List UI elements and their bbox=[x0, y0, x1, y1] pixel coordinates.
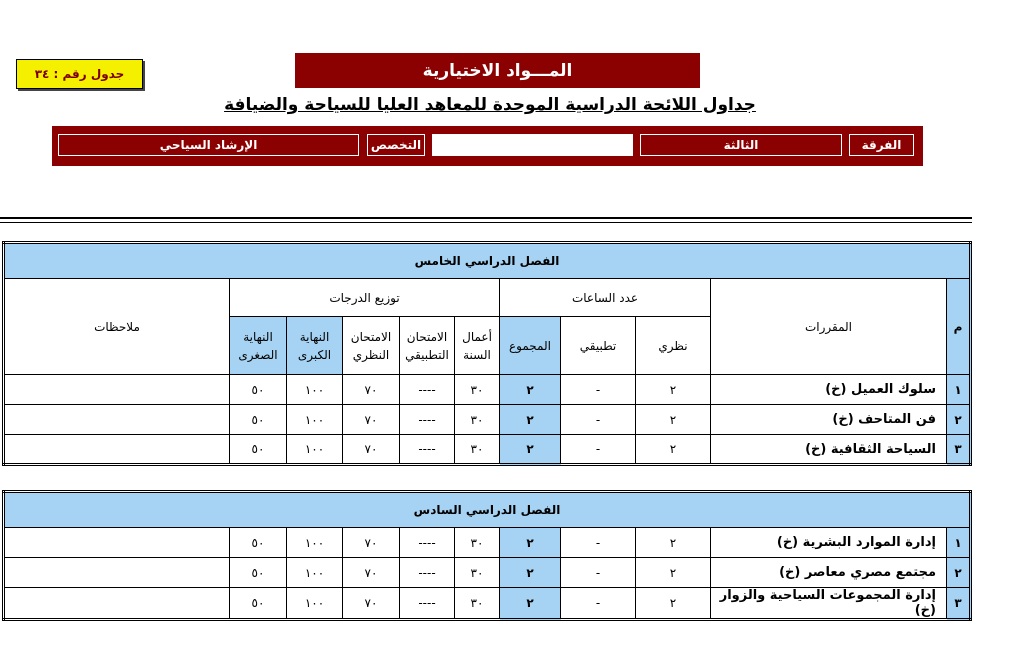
semester-6-table bbox=[2, 490, 972, 621]
col-index: م bbox=[947, 279, 971, 375]
page-title: المـــواد الاختيارية bbox=[295, 53, 700, 88]
written-exam-score: ٧٠ bbox=[343, 528, 400, 558]
theory-hours: ٢ bbox=[636, 558, 711, 588]
total-hours: ٢ bbox=[500, 588, 561, 620]
year-work-score: ٣٠ bbox=[455, 405, 500, 435]
practical-exam-score: ---- bbox=[400, 588, 455, 620]
specialization-label: التخصص bbox=[367, 134, 425, 156]
notes-cell bbox=[4, 528, 230, 558]
course-name: سلوك العميل (خ) bbox=[711, 375, 947, 405]
year-work-score: ٣٠ bbox=[455, 588, 500, 620]
notes-cell bbox=[4, 558, 230, 588]
total-hours: ٢ bbox=[500, 558, 561, 588]
semester-title: الفصل الدراسي الخامس bbox=[4, 243, 971, 279]
col-year-work: أعمال السنة bbox=[455, 317, 500, 375]
course-name: فن المتاحف (خ) bbox=[711, 405, 947, 435]
col-grades-group: توزيع الدرجات bbox=[230, 279, 500, 317]
max-score: ١٠٠ bbox=[287, 375, 343, 405]
blank-field bbox=[432, 134, 633, 156]
min-score: ٥٠ bbox=[230, 405, 287, 435]
notes-cell bbox=[4, 435, 230, 465]
practical-exam-score: ---- bbox=[400, 435, 455, 465]
col-written-exam: الامتحان النظري bbox=[343, 317, 400, 375]
min-score: ٥٠ bbox=[230, 588, 287, 620]
practical-exam-score: ---- bbox=[400, 375, 455, 405]
col-practical: تطبيقي bbox=[561, 317, 636, 375]
semester-5-table bbox=[2, 241, 972, 466]
practical-hours: - bbox=[561, 375, 636, 405]
row-index: ٢ bbox=[947, 405, 971, 435]
table-row bbox=[4, 528, 971, 558]
row-index: ٣ bbox=[947, 435, 971, 465]
notes-cell bbox=[4, 375, 230, 405]
theory-hours: ٢ bbox=[636, 375, 711, 405]
practical-hours: - bbox=[561, 558, 636, 588]
grade-value: الثالثة bbox=[640, 134, 842, 156]
total-hours: ٢ bbox=[500, 435, 561, 465]
written-exam-score: ٧٠ bbox=[343, 375, 400, 405]
col-courses: المقررات bbox=[711, 279, 947, 375]
practical-exam-score: ---- bbox=[400, 528, 455, 558]
year-work-score: ٣٠ bbox=[455, 375, 500, 405]
min-score: ٥٠ bbox=[230, 528, 287, 558]
row-index: ١ bbox=[947, 528, 971, 558]
written-exam-score: ٧٠ bbox=[343, 435, 400, 465]
grade-label: الفرقة bbox=[849, 134, 914, 156]
written-exam-score: ٧٠ bbox=[343, 558, 400, 588]
practical-hours: - bbox=[561, 405, 636, 435]
row-index: ٢ bbox=[947, 558, 971, 588]
row-index: ١ bbox=[947, 375, 971, 405]
semester-title: الفصل الدراسي السادس bbox=[4, 492, 971, 528]
practical-hours: - bbox=[561, 528, 636, 558]
table-row bbox=[4, 558, 971, 588]
table-number-badge: جدول رقم : ٣٤ bbox=[16, 59, 143, 89]
table-row bbox=[4, 588, 971, 620]
year-work-score: ٣٠ bbox=[455, 435, 500, 465]
course-name: إدارة المجموعات السياحية والزوار (خ) bbox=[711, 588, 947, 620]
notes-cell bbox=[4, 588, 230, 620]
table-row bbox=[4, 405, 971, 435]
course-name: مجتمع مصري معاصر (خ) bbox=[711, 558, 947, 588]
col-practical-exam: الامتحان التطبيقي bbox=[400, 317, 455, 375]
practical-hours: - bbox=[561, 435, 636, 465]
min-score: ٥٠ bbox=[230, 558, 287, 588]
practical-exam-score: ---- bbox=[400, 558, 455, 588]
course-name: السياحة الثقافية (خ) bbox=[711, 435, 947, 465]
col-min-score: النهاية الصغرى bbox=[230, 317, 287, 375]
divider bbox=[0, 222, 972, 223]
theory-hours: ٢ bbox=[636, 588, 711, 620]
document-subtitle: جداول اللائحة الدراسية الموحدة للمعاهد العليا للسياحة والضيافة bbox=[224, 95, 756, 115]
table-row bbox=[4, 435, 971, 465]
course-name: إدارة الموارد البشرية (خ) bbox=[711, 528, 947, 558]
info-strip bbox=[52, 126, 923, 166]
theory-hours: ٢ bbox=[636, 405, 711, 435]
notes-cell bbox=[4, 405, 230, 435]
year-work-score: ٣٠ bbox=[455, 558, 500, 588]
max-score: ١٠٠ bbox=[287, 588, 343, 620]
max-score: ١٠٠ bbox=[287, 405, 343, 435]
written-exam-score: ٧٠ bbox=[343, 405, 400, 435]
max-score: ١٠٠ bbox=[287, 435, 343, 465]
col-max-score: النهاية الكبرى bbox=[287, 317, 343, 375]
total-hours: ٢ bbox=[500, 375, 561, 405]
min-score: ٥٠ bbox=[230, 435, 287, 465]
year-work-score: ٣٠ bbox=[455, 528, 500, 558]
max-score: ١٠٠ bbox=[287, 528, 343, 558]
col-theory: نظري bbox=[636, 317, 711, 375]
max-score: ١٠٠ bbox=[287, 558, 343, 588]
row-index: ٣ bbox=[947, 588, 971, 620]
theory-hours: ٢ bbox=[636, 435, 711, 465]
divider bbox=[0, 217, 972, 219]
col-notes: ملاحظات bbox=[4, 279, 230, 375]
table-row bbox=[4, 375, 971, 405]
specialization-value: الإرشاد السياحي bbox=[58, 134, 359, 156]
col-hours-group: عدد الساعات bbox=[500, 279, 711, 317]
col-total: المجموع bbox=[500, 317, 561, 375]
practical-exam-score: ---- bbox=[400, 405, 455, 435]
total-hours: ٢ bbox=[500, 528, 561, 558]
written-exam-score: ٧٠ bbox=[343, 588, 400, 620]
min-score: ٥٠ bbox=[230, 375, 287, 405]
theory-hours: ٢ bbox=[636, 528, 711, 558]
practical-hours: - bbox=[561, 588, 636, 620]
total-hours: ٢ bbox=[500, 405, 561, 435]
